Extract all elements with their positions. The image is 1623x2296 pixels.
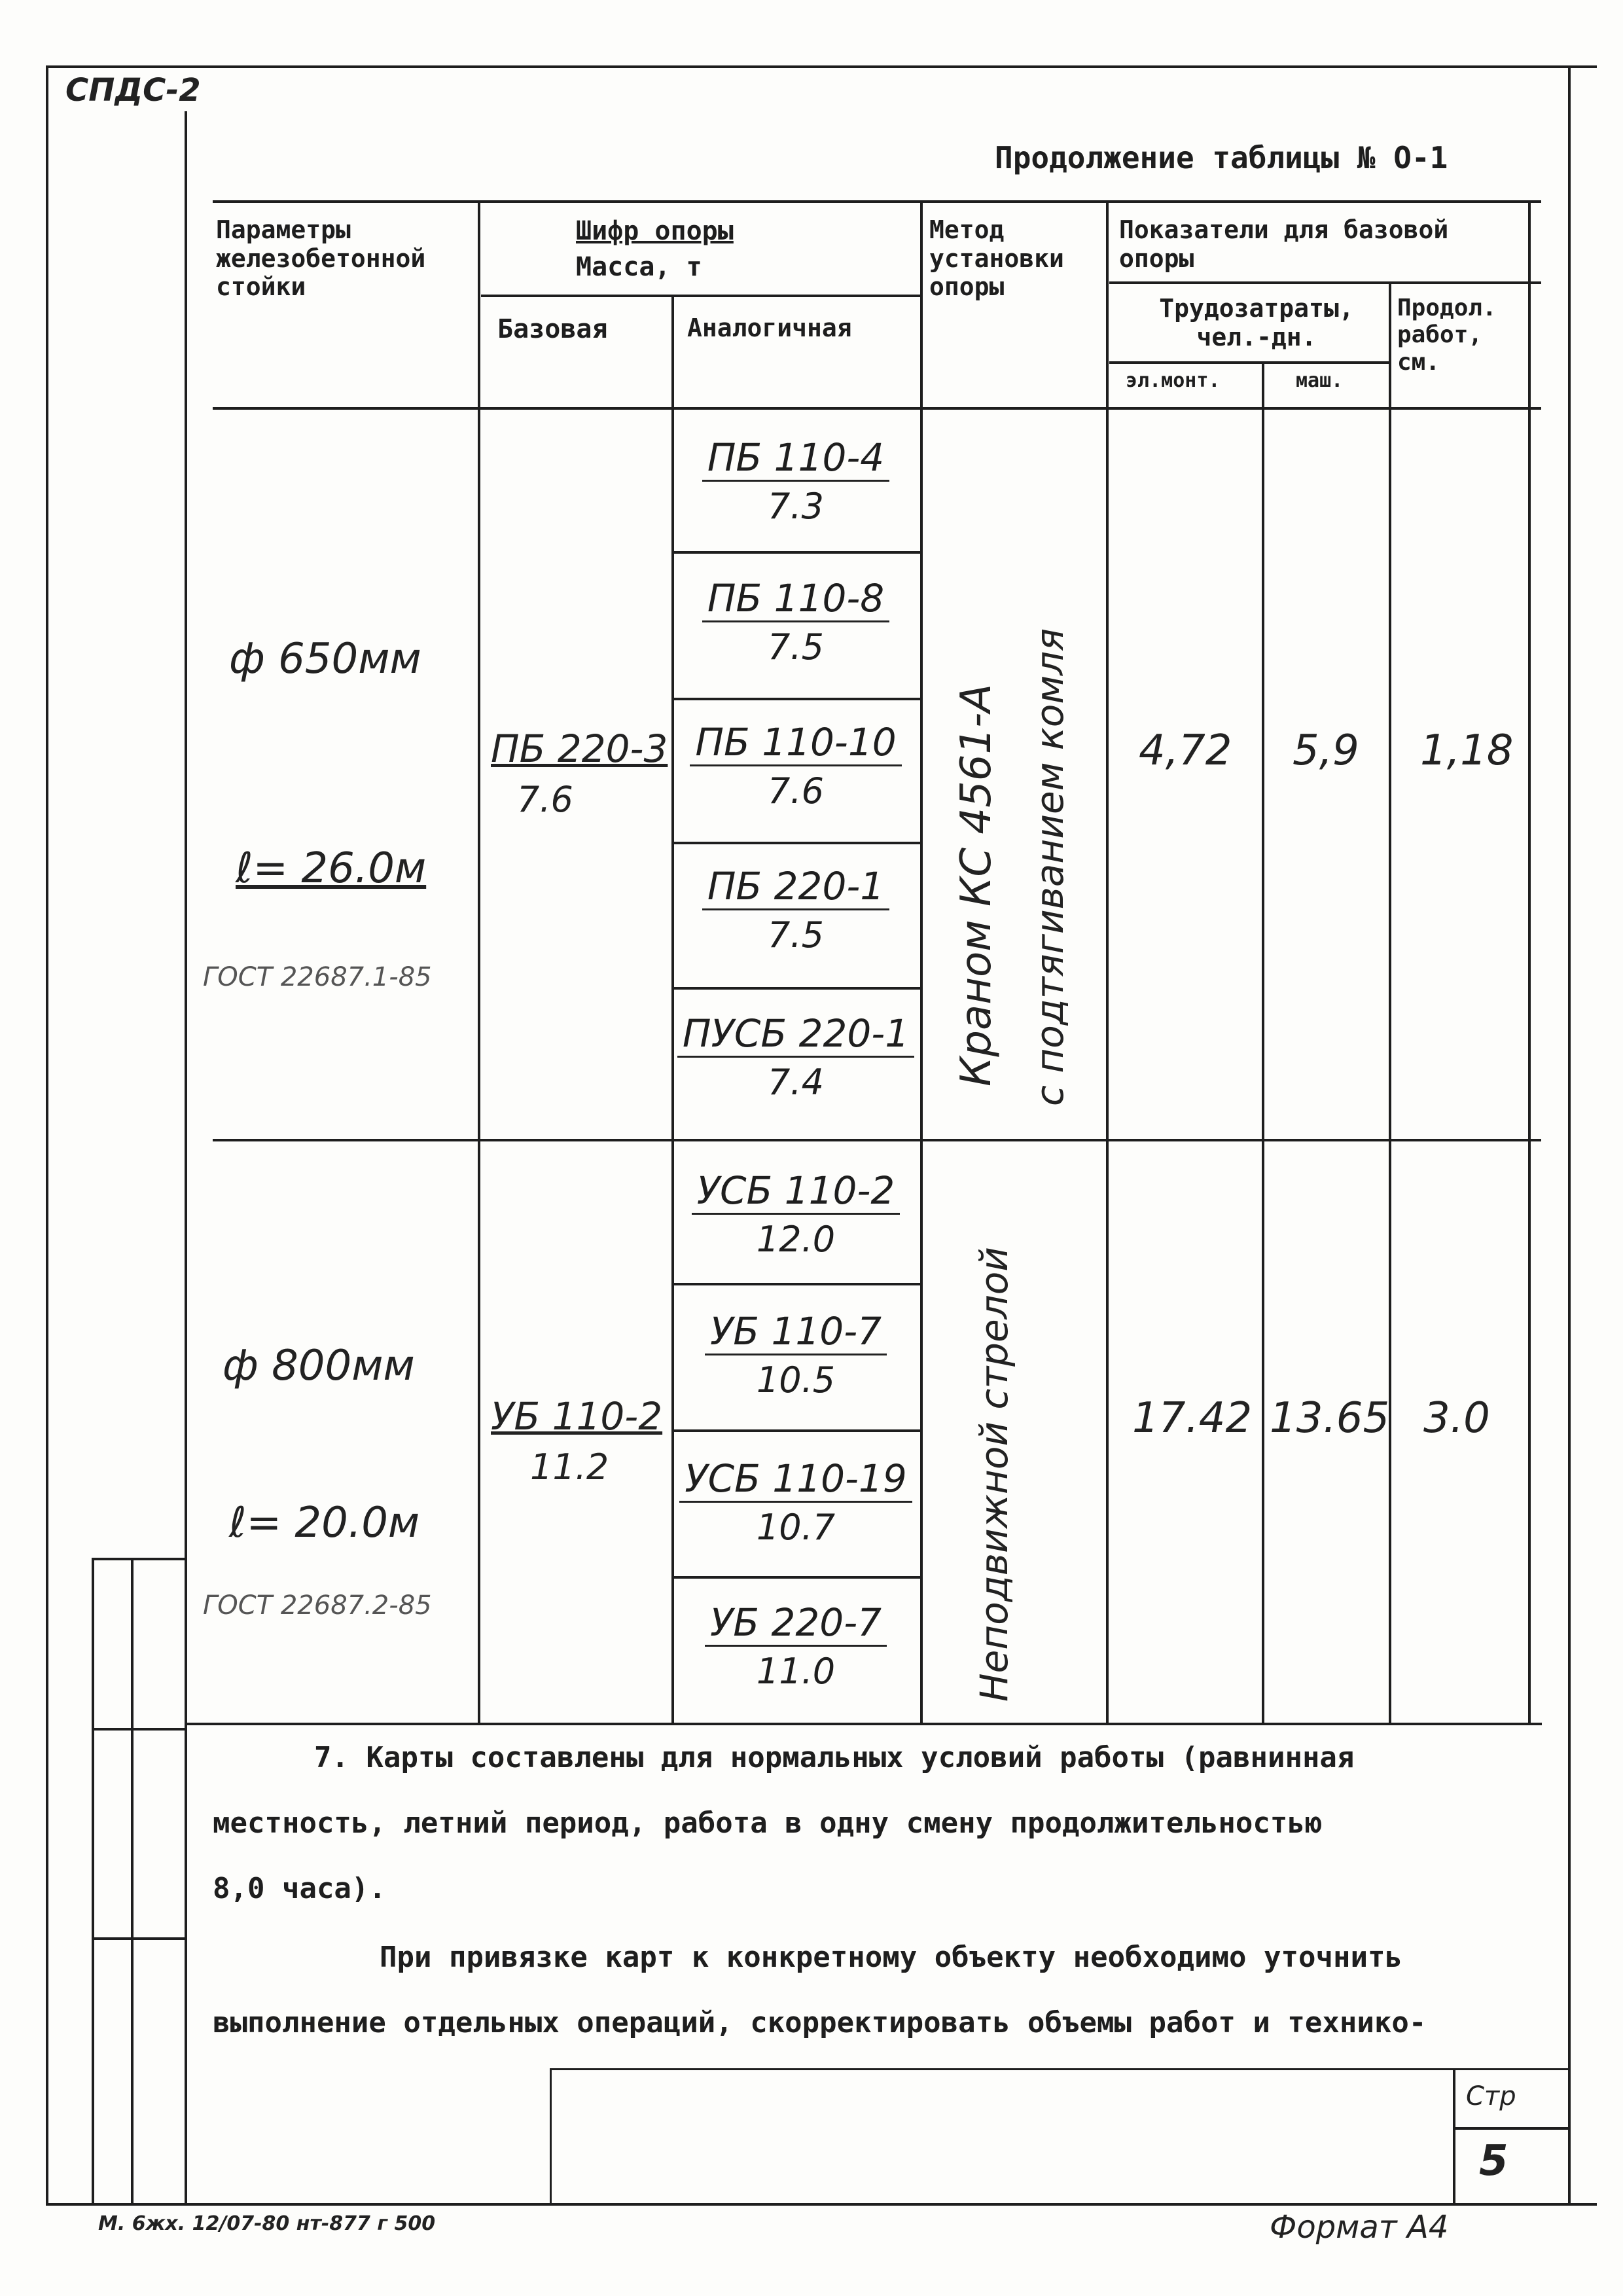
- header-base: Базовая: [497, 314, 608, 344]
- analog-cell: УБ 110-7 10.5: [671, 1309, 920, 1401]
- row-diameter: ф 800мм: [223, 1342, 415, 1390]
- analog-cell: ПБ 110-10 7.6: [671, 720, 920, 812]
- paragraph-line: выполнение отдельных операций, скорректировать объемы работ и технико-: [213, 2006, 1427, 2039]
- analog-cell: ПБ 110-8 7.5: [671, 576, 920, 668]
- method-text: Неподвижной стрелой: [972, 1247, 1016, 1702]
- analog-cell: УСБ 110-19 10.7: [671, 1456, 920, 1548]
- analog-cell: УБ 220-7 11.0: [671, 1600, 920, 1692]
- continuation-title: Продолжение таблицы № О-1: [995, 140, 1448, 175]
- value-el-mont: 4,72: [1139, 726, 1232, 775]
- paragraph-line: 7. Карты составлены для нормальных условий работы (равнинная: [314, 1741, 1355, 1774]
- row-gost: ГОСТ 22687.1-85: [203, 962, 432, 992]
- paragraph-line: При привязке карт к конкретному объекту необходимо уточнить: [380, 1941, 1402, 1974]
- analog-cell: УСБ 110-2 12.0: [671, 1168, 920, 1260]
- row-length: ℓ= 20.0м: [229, 1499, 420, 1547]
- base-cipher: ПБ 220-3: [491, 726, 668, 771]
- method-text: с подтягиванием комля: [1027, 628, 1072, 1106]
- analog-cell: ПБ 110-4 7.3: [671, 435, 920, 527]
- header-indicators: Показатели для базовой опоры: [1119, 215, 1449, 273]
- value-mash: 13.65: [1270, 1394, 1390, 1443]
- analog-cell: ПУСБ 220-1 7.4: [671, 1011, 920, 1103]
- paragraph-line: местность, летний период, работа в одну смену продолжительностью: [213, 1806, 1323, 1840]
- value-duration: 1,18: [1420, 726, 1514, 775]
- value-mash: 5,9: [1293, 726, 1359, 775]
- row-length: ℓ= 26.0м: [236, 844, 427, 893]
- format-label: Формат А4: [1270, 2209, 1449, 2246]
- paragraph-line: 8,0 часа).: [213, 1872, 386, 1905]
- header-params: Параметры железобетонной стойки: [216, 215, 426, 302]
- base-cipher: УБ 110-2: [491, 1394, 663, 1439]
- header-cipher-group: Шифр опоры: [576, 216, 734, 246]
- header-labor: Трудозатраты, чел.-дн.: [1159, 294, 1354, 351]
- row-diameter: ф 650мм: [229, 635, 421, 683]
- header-method: Метод установки опоры: [929, 215, 1064, 302]
- value-duration: 3.0: [1423, 1394, 1490, 1443]
- page-number: 5: [1479, 2137, 1508, 2185]
- series-code: СПДС-2: [65, 72, 201, 109]
- header-duration: Продол. работ, см.: [1397, 295, 1497, 376]
- page-label: Стр: [1466, 2081, 1516, 2111]
- row-gost: ГОСТ 22687.2-85: [203, 1590, 432, 1621]
- method-text: Краном КС 4561-А: [952, 683, 1001, 1086]
- analog-cell: ПБ 220-1 7.5: [671, 864, 920, 956]
- header-analog: Аналогичная: [687, 314, 852, 342]
- base-mass: 7.6: [517, 779, 573, 820]
- header-mass: Масса, т: [576, 252, 702, 282]
- base-mass: 11.2: [530, 1446, 609, 1488]
- header-mash: маш.: [1296, 369, 1344, 392]
- value-el-mont: 17.42: [1132, 1394, 1253, 1443]
- header-el-mont: эл.монт.: [1126, 369, 1221, 392]
- archive-stamp: М. 6жх. 12/07-80 нт-877 г 500: [98, 2212, 436, 2235]
